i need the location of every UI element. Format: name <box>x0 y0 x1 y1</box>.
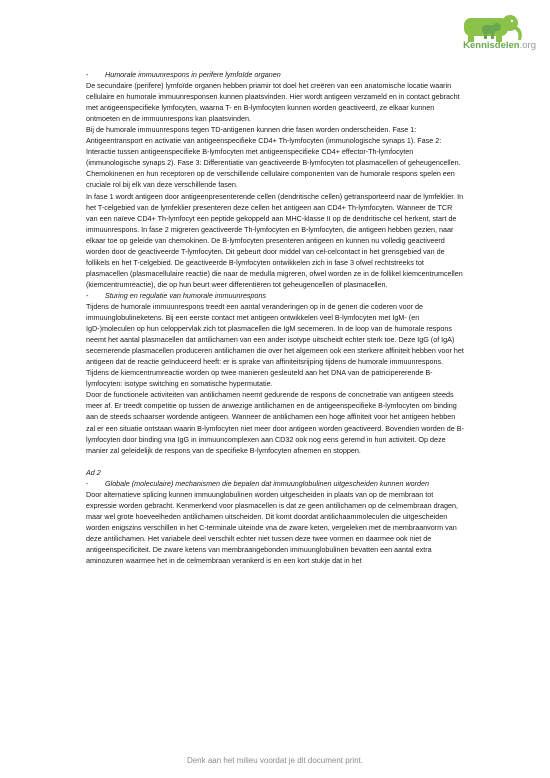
section-heading: Globale (moleculaire) mechanismen die bepalen dat immuunglobulinen uitgescheiden kunnen worden <box>105 478 430 488</box>
elephant-icon <box>424 14 536 42</box>
section-heading: Sturing en regulatie van humorale immuunrespons <box>105 290 267 300</box>
paragraph: De secundaire (perifere) lymfoïde organen hebben priamir tot doel het creëren van een anatomische locatie waarin cellulaire en humorale immuunresponsen kunnen plaatsvinden. Hier wordt antigeen verzameld en in contact gebracht met antigeenspecifieke lymfocyten, waarna T- en B-lymfocyten kunnen worden geactiveerd, ze elkaar kunnen ontmoeten en de immuunrespons kan plaatsvinden. <box>86 81 460 124</box>
logo-brand: Kennisdelen <box>463 40 520 51</box>
paragraph: Door de functionele activiteiten van antilichamen neemt gedurende de respons de concnetratie van antigeen steeds meer af. Er treedt competitie op tussen de anwezige antilichamen en de antigeenspecifieke B-lymfocyten om binding aan de steeds schaarser wordende antigeen. Wanneer de antilichamen een hoge affiniteit voor het antigeen hebben zal er een situatie ontstaan waarin B-lymfocyten niet meer door antigeen worden geactiveerd. Bovendien worden de B-lymfocyten door binding vna IgG in immuuncomplexen aan CD32 ook nog eens geremd in hun activiteit. Op deze manier zal geleidelijk de respons van de specifieke B-lymfocyten afnemen en stoppen. <box>86 390 464 455</box>
paragraph: Tijdens de humorale immuunrespons treedt een aantal veranderingen op in de genen die coderen voor de immuunglobulineketens. Bij een eerste contact met antigeen ontwikkelen veel B-lymfocyten met IgM- (en IgD-)moleculen op hun celoppervlak zich tot plasmacellen die IgM secerneren. In de loop van de humorale respons neemt het aantal plasmacellen dat antilichamen van een ander isotype uitscheidt echter sterk toe. Deze IgG (of IgA) secernerende plasmacellen produceren antilichamen die over het algemeen ook een sterkere affiniteit hebben voor het antigeen dat de reactie geïnduceerd heeft: er is sprake van affiniteitsrijping tijdens de humorale immuunrespons. <box>86 301 464 367</box>
section-bullet <box>86 478 464 489</box>
bullet-dash: - <box>86 290 89 300</box>
paragraph: Bij de humorale immuunrespons tegen TD-antigenen kunnen drie fasen worden onderscheiden. Fase 1: Antigeentransport en activatie van antigeenspecifieke CD4+ Th-lymfocyten (immunologische synaps 1). Fase 2: Interactie tussen antigeenspecifieke B-lymfocyten met antigeenspecifieke CD4+ effector-Th-lymfocyten (immunologische synaps 2). Fase 3: Differentiatie van geactiveerde B-lymfocyten tot plasmacellen of geheugencellen. <box>86 125 461 168</box>
bullet-dash: - <box>86 70 89 79</box>
section-bullet <box>86 69 464 80</box>
logo-tld: .org <box>519 40 536 51</box>
question-heading: Ad 2 <box>86 467 101 477</box>
bullet-dash: - <box>86 478 89 488</box>
kennisdelen-logo <box>424 14 536 54</box>
page-footer: Denk aan het milieu voordat je dit document print. <box>186 756 364 765</box>
paragraph: Door alternatieve splicing kunnen immuunglobulinen worden uitgescheiden in plaats van op de membraan tot expressie worden gebracht. Kenmerkend voor plasmacellen is dat ze geen antilichamen op de celmembraan dragen, maar wel grote hoeveelheden antilichamen uitscheiden. Dit komt doordat antilichaammoleculen die uitgescheiden worden enigszins verschillen in het C-terminale uiteinde vna de zware keten, vergeleken met de membraanvorm van deze antilichamen. Het variabele deel verschilt echter niet tussen deze twee vormen en daarmee ook niet de antigeenspecificiteit. De zware ketens van membraangebonden immuunglobulinen bevatten een aantal extra aminozuren waarmee het in de celmembraan verankerd is en een kort stukje dat in het <box>86 489 458 566</box>
section-bullet <box>86 290 464 301</box>
spacer <box>86 456 464 467</box>
paragraph: Tijdens de kiemcentrumreactie worden op twee manieren gesleuteld aan het DNA van de patricipererende B-lymfocyten: isotype switching en somatische hypermutatie. <box>86 368 433 389</box>
paragraph: In fase 1 wordt antigeen door antigeenpresenterende cellen (dendritische cellen) getransporteerd naar de lymfeklier. In het T-celgebied van de lymfeklier presenteren deze cellen het antigeen aan CD4+ Th-lymfocyten. Wanneer de TCR van een naïeve CD4+ Th-lymfocyt een peptide gekoppeld aan MHC-klasse II op de dendritische cel herkent, start de immuunrespons. In fase 2 migreren geactiveerde Th-lymfocyten en B-lymfocyten, die antigeen hebben gezien, naar elkaar toe op geleide van chemokinen. De B-lymfocyten presenteren antigeen en kunnen nu volledig geactiveerd worden door de geactiveerde T-lymfocyten. Dit gebeurt door middel van cel-celcontact in het grensgebied van de follikels en het T-celgebied. De geactiveerde B-lymfocyten ontwikkelen zich in fase 3 ofwel rechtstreeks tot plasmacellen (plasmacellulaire reactie) die naar de medulla migreren, ofwel worden ze in de follikel kiemcentrumcellen (kiemcentrumreactie), die op hun beurt weer differentiëren tot geheugencellen of plasmacellen. <box>86 191 464 289</box>
section-heading: Humorale immuunrespons in perifere lymfoïde organen <box>105 70 281 79</box>
paragraph: Chemokinenen en hun receptoren op de verschillende cellulaire componenten van de humorale respons spelen een cruciale rol bij elk van deze verschillende fasen. <box>86 169 455 190</box>
document-body <box>86 69 464 566</box>
